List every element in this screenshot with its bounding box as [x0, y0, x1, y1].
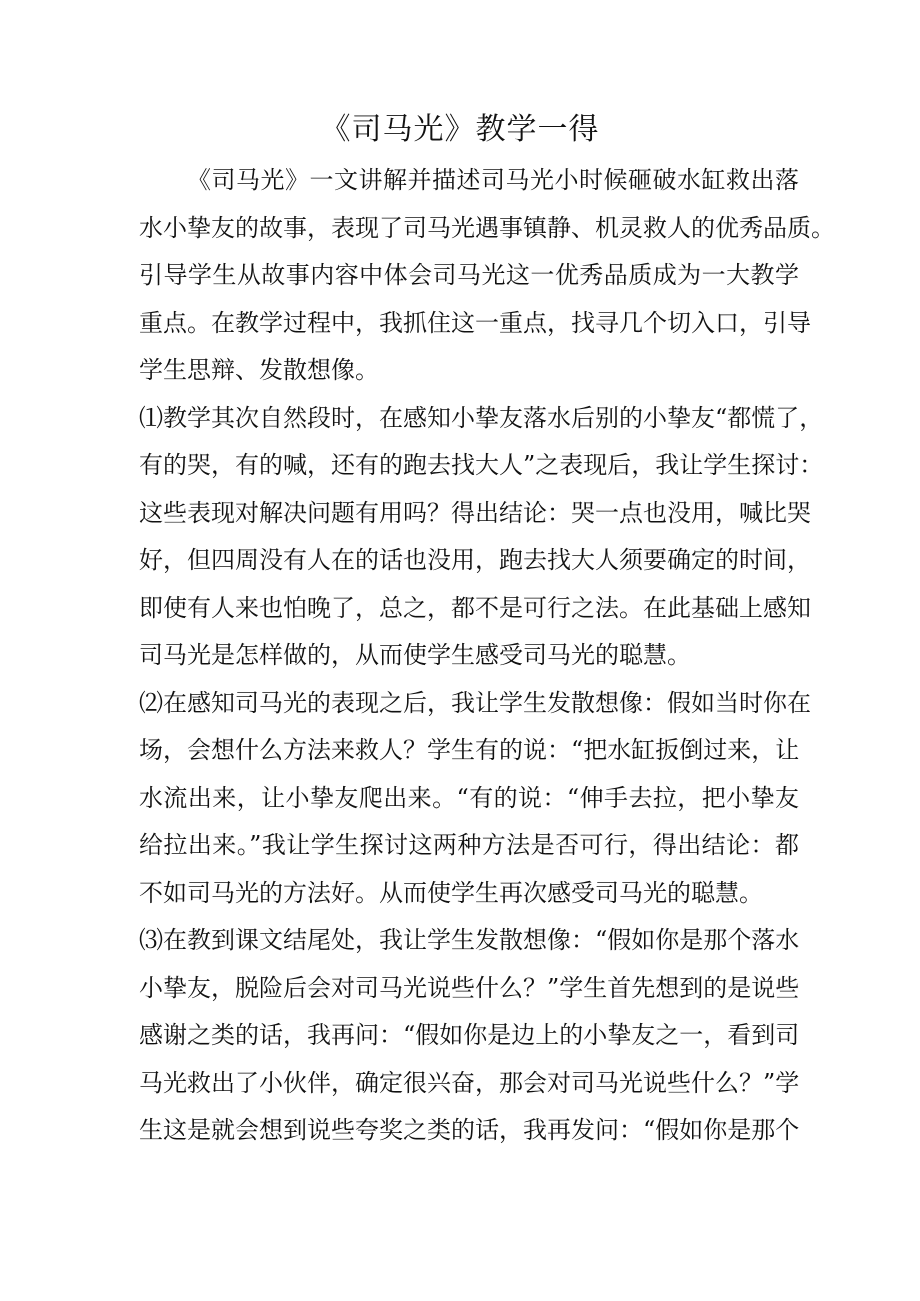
paragraph-line: 学生思辩、发散想像。	[139, 356, 379, 384]
paragraph-line: 不如司马光的方法好。从而使学生再次感受司马光的聪慧。	[139, 878, 763, 907]
paragraph-line: 好，但四周没有人在的话也没用，跑去找大人须要确定的时间，	[139, 546, 811, 574]
paragraph-line: 司马光是怎样做的，从而使学生感受司马光的聪慧。	[139, 641, 691, 669]
paragraph-line: 即使有人来也怕晚了，总之，都不是可行之法。在此基础上感知	[139, 593, 811, 622]
paragraph-line: 生这是就会想到说些夸奖之类的话，我再发问：“假如你是那个	[139, 1116, 800, 1144]
document-body	[139, 157, 835, 1155]
paragraph-line: 水流出来，让小挚友爬出来。“有的说：“伸手去拉，把小挚友	[139, 783, 799, 812]
paragraph-line: ⑴教学其次自然段时，在感知小挚友落水后别的小挚友“都慌了，	[139, 403, 824, 432]
paragraph-line: 感谢之类的话，我再问：“假如你是边上的小挚友之一，看到司	[139, 1021, 800, 1049]
paragraph-line: 有的哭，有的喊，还有的跑去找大人”之表现后，我让学生探讨：	[139, 451, 824, 479]
paragraph-line: 场，会想什么方法来救人？学生有的说：“把水缸扳倒过来，让	[139, 736, 800, 764]
paragraph-line: 这些表现对解决问题有用吗？得出结论：哭一点也没用，喊比哭	[139, 498, 811, 527]
paragraph-line: 引导学生从故事内容中体会司马光这一优秀品质成为一大教学	[139, 261, 799, 289]
paragraph-line: 水小挚友的故事，表现了司马光遇事镇静、机灵救人的优秀品质。	[139, 213, 835, 242]
paragraph-line: 小挚友，脱险后会对司马光说些什么？”学生首先想到的是说些	[139, 973, 800, 1002]
paragraph-line: ⑶在教到课文结尾处，我让学生发散想像：“假如你是那个落水	[139, 926, 800, 954]
paragraph-line: ⑵在感知司马光的表现之后，我让学生发散想像：假如当时你在	[139, 688, 811, 717]
document-title: 《司马光》教学一得	[320, 112, 600, 147]
paragraph-line: 给拉出来。”我让学生探讨这两种方法是否可行，得出结论：都	[139, 831, 799, 859]
paragraph-line: 重点。在教学过程中，我抓住这一重点，找寻几个切入口，引导	[139, 308, 811, 337]
paragraph-line: 《司马光》一文讲解并描述司马光小时候砸破水缸救出落	[187, 166, 799, 194]
paragraph-line: 马光救出了小伙伴，确定很兴奋，那会对司马光说些什么？”学	[139, 1068, 800, 1097]
